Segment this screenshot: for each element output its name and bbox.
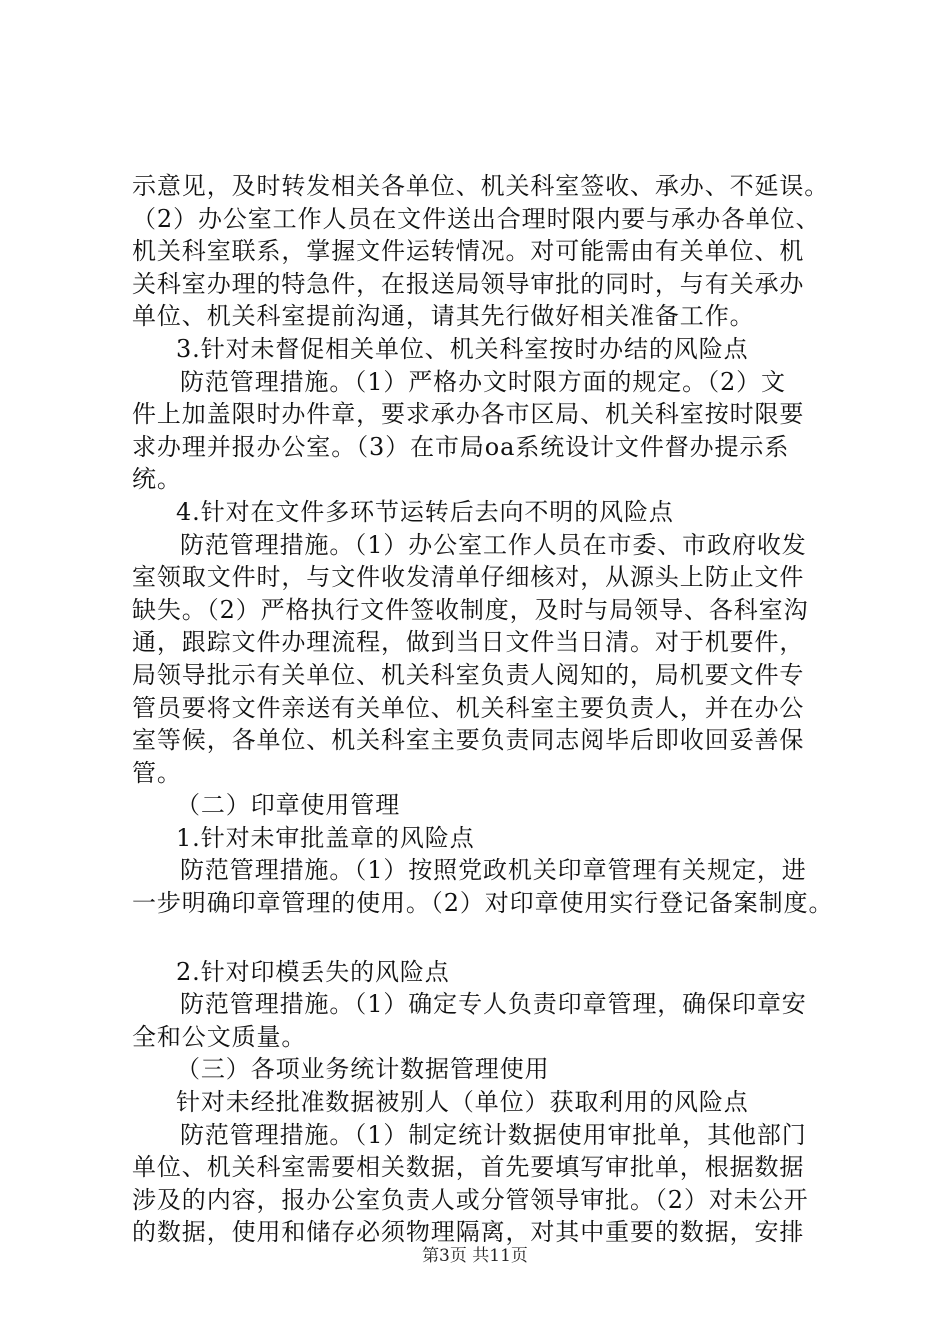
text-line: （2）办公室工作人员在文件送出合理时限内要与承办各单位、	[132, 204, 821, 233]
paragraph-gap	[132, 920, 848, 956]
text-line: 机关科室联系，掌握文件运转情况。对可能需由有关单位、机	[132, 237, 805, 266]
text-line: 的数据，使用和储存必须物理隔离，对其中重要的数据，安排	[132, 1218, 805, 1247]
text-line: 管。	[132, 758, 182, 787]
text-line: 求办理并报办公室。（3）在市局oa系统设计文件督办提示系	[132, 432, 790, 461]
text-line: 示意见，及时转发相关各单位、机关科室签收、承办、不延误。	[132, 172, 830, 200]
text-line: 管员要将文件亲送有关单位、机关科室主要负责人，并在办公	[132, 693, 805, 722]
text-line: 防范管理措施。（1）严格办文时限方面的规定。（2）文	[180, 367, 786, 396]
text-line: 室等候，各单位、机关科室主要负责同志阅毕后即收回妥善保	[132, 726, 805, 755]
text-line: 防范管理措施。（1）确定专人负责印章管理，确保印章安	[180, 990, 807, 1019]
document-body	[132, 170, 848, 1249]
text-line: 缺失。（2）严格执行文件签收制度，及时与局领导、各科室沟	[132, 595, 809, 624]
text-line: 一步明确印章管理的使用。（2）对印章使用实行登记备案制度。	[132, 889, 834, 918]
section-heading: （三）各项业务统计数据管理使用	[176, 1055, 550, 1084]
section-heading: 4.针对在文件多环节运转后去向不明的风险点	[176, 497, 674, 526]
text-line: 通，跟踪文件办理流程，做到当日文件当日清。对于机要件，	[132, 628, 805, 657]
text-line: 涉及的内容，报办公室负责人或分管领导审批。（2）对未公开	[132, 1185, 809, 1214]
section-heading: 3.针对未督促相关单位、机关科室按时办结的风险点	[176, 334, 749, 363]
subsection-heading: 1.针对未审批盖章的风险点	[176, 823, 475, 852]
text-line: 单位、机关科室提前沟通，请其先行做好相关准备工作。	[132, 302, 755, 331]
text-line: 关科室办理的特急件，在报送局领导审批的同时，与有关承办	[132, 269, 805, 298]
text-line: 全和公文质量。	[132, 1022, 307, 1051]
subsection-heading: 针对未经批准数据被别人（单位）获取利用的风险点	[176, 1088, 749, 1117]
text-line: 单位、机关科室需要相关数据，首先要填写审批单，根据数据	[132, 1153, 805, 1182]
text-line: 统。	[132, 465, 182, 494]
text-line: 件上加盖限时办件章，要求承办各市区局、机关科室按时限要	[132, 400, 805, 429]
page-number-footer: 第3页 共11页	[422, 1246, 528, 1266]
text-line: 室领取文件时，与文件收发清单仔细核对，从源头上防止文件	[132, 563, 805, 592]
text-line: 局领导批示有关单位、机关科室负责人阅知的，局机要文件专	[132, 660, 805, 689]
text-line: 防范管理措施。（1）制定统计数据使用审批单，其他部门	[180, 1120, 807, 1149]
text-line: 防范管理措施。（1）按照党政机关印章管理有关规定，进	[180, 856, 807, 885]
subsection-heading: 2.针对印模丢失的风险点	[176, 957, 450, 986]
text-line: 防范管理措施。（1）办公室工作人员在市委、市政府收发	[180, 530, 807, 559]
section-heading: （二）印章使用管理	[176, 791, 401, 820]
